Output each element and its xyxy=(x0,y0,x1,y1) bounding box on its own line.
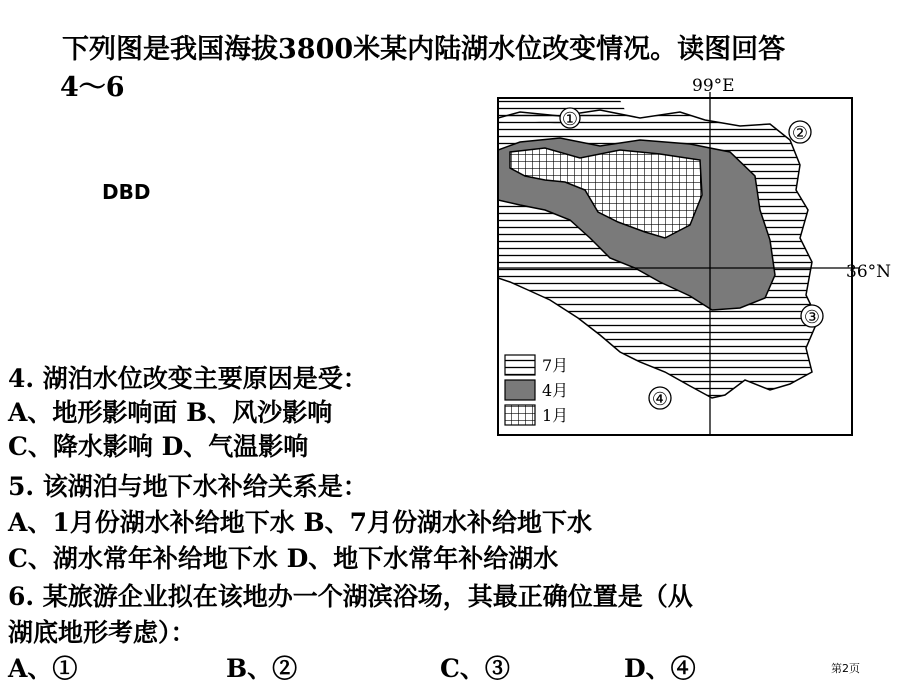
question-6-option-b: B、② xyxy=(226,654,298,683)
question-5-options-line-1: A、1月份湖水补给地下水 B、7月份湖水补给地下水 xyxy=(8,508,593,537)
question-6-stem-line-2: 湖底地形考虑）： xyxy=(8,618,196,647)
question-6-stem-line-1: 6. 某旅游企业拟在该地办一个湖滨浴场，其最正确位置是（从 xyxy=(8,582,693,611)
question-4-options-line-1: A、地形影响面 B、风沙影响 xyxy=(8,398,333,427)
answer-text: DBD xyxy=(102,180,151,204)
legend-january: 1月 xyxy=(542,406,569,425)
marker-1: ① xyxy=(561,109,579,130)
marker-3: ③ xyxy=(803,307,821,328)
page-number: 第2页 xyxy=(831,662,860,675)
question-6-option-a: A、① xyxy=(8,654,78,683)
marker-2: ② xyxy=(791,123,809,144)
question-6-option-d: D、④ xyxy=(624,654,696,683)
question-5-stem: 5. 该湖泊与地下水补给关系是： xyxy=(8,472,368,501)
legend-april: 4月 xyxy=(542,381,569,400)
question-6-option-c: C、③ xyxy=(440,654,510,683)
map-legend xyxy=(505,355,568,425)
longitude-label: 99°E xyxy=(692,76,735,96)
legend-july: 7月 xyxy=(542,356,569,375)
intro-line-1: 下列图是我国海拔3800米某内陆湖水位改变情况。读图回答 xyxy=(62,34,786,65)
intro-line-2: 4～6 xyxy=(60,72,125,103)
latitude-label: 36°N xyxy=(846,262,892,282)
question-4-stem: 4. 湖泊水位改变主要原因是受： xyxy=(8,364,368,393)
question-4-options-line-2: C、降水影响 D、气温影响 xyxy=(8,432,309,461)
marker-4: ④ xyxy=(651,389,669,410)
question-5-options-line-2: C、湖水常年补给地下水 D、地下水常年补给湖水 xyxy=(8,544,559,573)
